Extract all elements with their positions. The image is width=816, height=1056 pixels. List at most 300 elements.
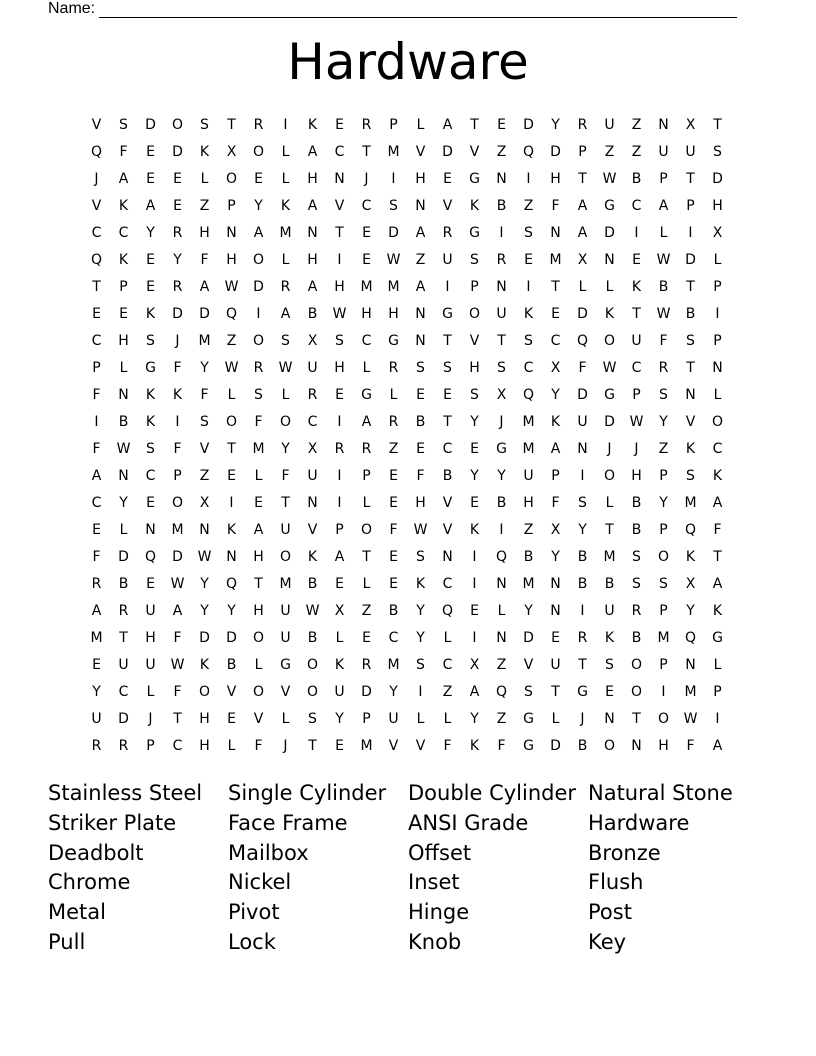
grid-letter: Y [119, 494, 128, 511]
grid-row [83, 570, 731, 597]
grid-letter: E [389, 467, 398, 484]
grid-letter: B [523, 548, 534, 565]
grid-letter: E [470, 494, 479, 511]
grid-letter: Q [225, 575, 238, 592]
grid-letter: Y [335, 710, 344, 727]
grid-letter: Q [495, 548, 508, 565]
grid-letter: S [470, 386, 479, 403]
grid-letter: J [580, 710, 585, 727]
grid-letter: P [119, 278, 128, 295]
grid-letter: E [362, 629, 371, 646]
grid-letter: T [281, 494, 290, 511]
grid-letter: J [607, 440, 612, 457]
grid-letter: L [119, 359, 128, 376]
grid-letter: S [416, 656, 425, 673]
grid-letter: Z [523, 521, 534, 538]
grid-letter: S [470, 251, 479, 268]
grid-letter: H [253, 602, 264, 619]
grid-letter: U [145, 602, 156, 619]
grid-letter: I [580, 602, 585, 619]
grid-letter: C [361, 332, 372, 349]
grid-letter: U [442, 251, 453, 268]
grid-row [83, 732, 731, 759]
word-bank-item: Offset [408, 840, 472, 865]
grid-letter: H [199, 224, 210, 241]
grid-letter: R [631, 602, 642, 619]
word-bank-item: Double Cylinder [408, 781, 577, 805]
grid-letter: F [92, 386, 101, 403]
grid-letter: P [659, 467, 668, 484]
grid-row [83, 246, 731, 273]
grid-letter: K [199, 656, 210, 673]
grid-letter: N [550, 602, 561, 619]
grid-letter: T [605, 521, 614, 538]
grid-letter: M [90, 629, 103, 646]
grid-letter: A [253, 521, 264, 538]
grid-letter: S [524, 224, 533, 241]
grid-letter: F [497, 737, 506, 754]
grid-letter: A [550, 440, 561, 457]
grid-letter: S [497, 359, 506, 376]
grid-letter: X [334, 602, 345, 619]
grid-letter: Y [551, 548, 560, 565]
grid-letter: R [388, 359, 399, 376]
grid-row [83, 192, 731, 219]
grid-letter: A [172, 602, 183, 619]
grid-letter: D [685, 251, 696, 268]
grid-letter: M [684, 683, 697, 700]
grid-letter: K [172, 386, 183, 403]
grid-letter: P [659, 656, 668, 673]
grid-letter: E [92, 521, 101, 538]
name-field [48, 0, 737, 18]
grid-letter: I [472, 575, 477, 592]
grid-letter: P [362, 710, 371, 727]
grid-letter: L [227, 737, 236, 754]
grid-letter: E [146, 251, 155, 268]
grid-letter: I [229, 494, 234, 511]
grid-letter: O [252, 683, 265, 700]
grid-letter: I [337, 494, 342, 511]
grid-letter: E [254, 170, 263, 187]
grid-letter: K [334, 656, 345, 673]
grid-letter: F [254, 413, 263, 430]
grid-letter: O [225, 413, 238, 430]
grid-letter: V [226, 683, 237, 700]
grid-letter: F [173, 440, 182, 457]
grid-letter: B [496, 494, 507, 511]
grid-letter: K [550, 413, 561, 430]
grid-letter: R [361, 440, 372, 457]
grid-row [83, 300, 731, 327]
grid-letter: U [631, 332, 642, 349]
grid-letter: M [387, 278, 400, 295]
grid-letter: K [469, 737, 480, 754]
grid-letter: W [413, 521, 428, 538]
grid-letter: M [603, 548, 616, 565]
grid-letter: Y [686, 602, 695, 619]
grid-letter: B [631, 494, 642, 511]
grid-letter: V [388, 737, 399, 754]
grid-letter: A [118, 170, 129, 187]
word-bank-item: Knob [408, 929, 462, 954]
grid-letter: M [279, 224, 292, 241]
grid-letter: H [307, 170, 318, 187]
grid-letter: Y [146, 224, 155, 241]
grid-letter: B [388, 602, 399, 619]
grid-letter: Q [522, 143, 535, 160]
grid-letter: O [711, 413, 724, 430]
grid-letter: J [94, 170, 99, 187]
grid-letter: L [605, 494, 614, 511]
grid-letter: L [389, 386, 398, 403]
grid-letter: I [94, 413, 99, 430]
grid-letter: I [391, 170, 396, 187]
grid-letter: K [199, 143, 210, 160]
grid-letter: D [523, 116, 534, 133]
grid-letter: E [227, 467, 236, 484]
grid-letter: R [388, 413, 399, 430]
grid-letter: E [551, 629, 560, 646]
grid-letter: G [361, 386, 372, 403]
grid-letter: D [145, 116, 156, 133]
grid-letter: B [631, 170, 642, 187]
grid-letter: M [522, 575, 535, 592]
grid-letter: F [173, 683, 182, 700]
grid-letter: M [360, 737, 373, 754]
grid-letter: W [170, 656, 185, 673]
grid-letter: I [499, 521, 504, 538]
grid-letter: P [578, 143, 587, 160]
grid-letter: A [199, 278, 210, 295]
grid-letter: C [91, 332, 102, 349]
grid-letter: S [335, 332, 344, 349]
grid-letter: K [469, 521, 480, 538]
grid-letter: K [280, 197, 291, 214]
grid-row [83, 354, 731, 381]
grid-letter: B [577, 737, 588, 754]
grid-letter: P [632, 386, 641, 403]
grid-letter: P [551, 467, 560, 484]
grid-letter: S [200, 116, 209, 133]
grid-letter: G [712, 629, 723, 646]
grid-letter: G [442, 305, 453, 322]
grid-letter: W [629, 413, 644, 430]
word-bank-item: Face Frame [228, 810, 348, 835]
grid-letter: A [577, 197, 588, 214]
grid-letter: G [469, 170, 480, 187]
grid-letter: D [712, 170, 723, 187]
grid-letter: A [712, 737, 723, 754]
grid-letter: R [361, 116, 372, 133]
grid-letter: O [252, 251, 265, 268]
grid-letter: I [526, 278, 531, 295]
grid-letter: N [118, 467, 129, 484]
grid-letter: K [307, 116, 318, 133]
grid-letter: U [523, 467, 534, 484]
grid-letter: A [145, 197, 156, 214]
grid-letter: L [605, 278, 614, 295]
grid-letter: D [118, 548, 129, 565]
grid-letter: I [688, 224, 693, 241]
grid-letter: A [307, 197, 318, 214]
grid-letter: M [387, 656, 400, 673]
grid-letter: B [604, 575, 615, 592]
grid-letter: L [659, 224, 668, 241]
grid-letter: E [92, 305, 101, 322]
grid-letter: S [416, 359, 425, 376]
grid-letter: I [445, 278, 450, 295]
grid-letter: O [171, 494, 184, 511]
grid-letter: R [118, 602, 129, 619]
grid-letter: K [712, 602, 723, 619]
grid-letter: J [364, 170, 369, 187]
grid-letter: R [496, 251, 507, 268]
grid-letter: O [252, 629, 265, 646]
grid-letter: N [307, 224, 318, 241]
word-bank-item: Bronze [588, 840, 661, 865]
grid-letter: F [551, 494, 560, 511]
grid-letter: A [307, 143, 318, 160]
grid-letter: E [362, 224, 371, 241]
grid-letter: W [224, 359, 239, 376]
grid-letter: T [335, 224, 344, 241]
grid-letter: S [686, 467, 695, 484]
grid-letter: A [658, 197, 669, 214]
grid-letter: U [334, 683, 345, 700]
grid-letter: I [472, 629, 477, 646]
grid-letter: E [389, 548, 398, 565]
word-bank-item: Lock [228, 929, 276, 954]
grid-letter: E [173, 170, 182, 187]
grid-letter: E [146, 170, 155, 187]
grid-letter: X [550, 359, 561, 376]
grid-letter: F [578, 359, 587, 376]
grid-letter: K [631, 278, 642, 295]
grid-letter: D [361, 683, 372, 700]
grid-letter: X [577, 251, 588, 268]
grid-letter: V [280, 683, 291, 700]
grid-letter: V [415, 737, 426, 754]
grid-letter: S [524, 683, 533, 700]
grid-row [83, 165, 731, 192]
grid-letter: E [92, 656, 101, 673]
grid-letter: T [470, 116, 479, 133]
grid-letter: Q [90, 143, 103, 160]
grid-letter: C [172, 737, 183, 754]
grid-letter: I [499, 224, 504, 241]
grid-letter: I [472, 548, 477, 565]
grid-letter: H [361, 305, 372, 322]
grid-letter: W [170, 575, 185, 592]
grid-letter: E [173, 197, 182, 214]
grid-letter: E [254, 494, 263, 511]
grid-letter: A [415, 278, 426, 295]
grid-letter: E [227, 710, 236, 727]
grid-letter: A [361, 413, 372, 430]
grid-letter: I [634, 224, 639, 241]
grid-letter: E [146, 143, 155, 160]
word-bank-item: Inset [408, 870, 460, 895]
grid-letter: A [253, 224, 264, 241]
grid-letter: N [118, 386, 129, 403]
grid-letter: E [524, 251, 533, 268]
grid-letter: C [442, 656, 453, 673]
grid-letter: G [523, 710, 534, 727]
grid-letter: Q [684, 521, 697, 538]
grid-letter: V [523, 656, 534, 673]
grid-letter: H [523, 494, 534, 511]
grid-letter: S [200, 413, 209, 430]
grid-letter: H [658, 737, 669, 754]
grid-letter: A [469, 683, 480, 700]
grid-letter: L [335, 629, 344, 646]
grid-letter: T [92, 278, 101, 295]
grid-letter: Z [199, 197, 210, 214]
grid-letter: W [386, 251, 401, 268]
grid-letter: W [197, 548, 212, 565]
grid-letter: O [279, 413, 292, 430]
grid-letter: U [280, 629, 291, 646]
grid-letter: N [307, 494, 318, 511]
grid-letter: O [657, 548, 670, 565]
grid-letter: T [713, 548, 722, 565]
grid-letter: F [119, 143, 128, 160]
grid-letter: H [334, 278, 345, 295]
page-title: Hardware [287, 33, 529, 91]
grid-letter: T [308, 737, 317, 754]
grid-letter: N [604, 710, 615, 727]
grid-row [83, 705, 731, 732]
grid-letter: T [551, 683, 560, 700]
grid-letter: Z [523, 197, 534, 214]
grid-letter: B [226, 656, 237, 673]
grid-letter: B [415, 413, 426, 430]
grid-letter: W [224, 278, 239, 295]
word-search-grid [83, 111, 731, 759]
grid-letter: D [604, 413, 615, 430]
grid-letter: R [253, 359, 264, 376]
grid-letter: A [577, 224, 588, 241]
grid-letter: O [468, 305, 481, 322]
grid-letter: N [631, 737, 642, 754]
grid-letter: Z [658, 440, 669, 457]
grid-letter: B [118, 413, 129, 430]
grid-letter: F [173, 359, 182, 376]
grid-letter: L [362, 575, 371, 592]
grid-letter: P [389, 116, 398, 133]
grid-letter: O [171, 116, 184, 133]
grid-letter: N [226, 548, 237, 565]
grid-letter: Q [522, 386, 535, 403]
grid-letter: S [146, 332, 155, 349]
grid-letter: N [712, 359, 723, 376]
grid-letter: G [604, 386, 615, 403]
grid-letter: L [200, 170, 209, 187]
grid-letter: S [281, 332, 290, 349]
grid-letter: D [388, 224, 399, 241]
grid-letter: A [280, 305, 291, 322]
grid-letter: V [442, 197, 453, 214]
grid-letter: H [415, 170, 426, 187]
grid-letter: M [657, 629, 670, 646]
grid-letter: C [442, 440, 453, 457]
grid-letter: L [362, 494, 371, 511]
grid-letter: Z [199, 467, 210, 484]
grid-letter: V [415, 143, 426, 160]
grid-letter: K [145, 386, 156, 403]
grid-letter: P [173, 467, 182, 484]
grid-letter: N [577, 440, 588, 457]
grid-letter: U [496, 305, 507, 322]
grid-letter: U [280, 602, 291, 619]
grid-letter: P [659, 602, 668, 619]
grid-letter: Y [416, 629, 425, 646]
grid-letter: S [686, 332, 695, 349]
grid-letter: T [686, 278, 695, 295]
grid-letter: E [470, 440, 479, 457]
grid-letter: V [199, 440, 210, 457]
grid-letter: E [146, 494, 155, 511]
grid-letter: L [362, 359, 371, 376]
grid-letter: I [580, 467, 585, 484]
word-bank-item: Key [588, 929, 627, 954]
grid-letter: K [118, 197, 129, 214]
grid-letter: E [335, 116, 344, 133]
grid-letter: B [442, 467, 453, 484]
grid-letter: M [522, 413, 535, 430]
grid-letter: L [416, 116, 425, 133]
grid-letter: O [198, 683, 211, 700]
grid-letter: E [389, 494, 398, 511]
name-underline[interactable] [99, 3, 737, 18]
grid-letter: R [172, 278, 183, 295]
grid-letter: E [632, 251, 641, 268]
grid-letter: Q [684, 629, 697, 646]
grid-row [83, 273, 731, 300]
grid-letter: G [604, 197, 615, 214]
grid-row [83, 489, 731, 516]
grid-letter: B [631, 521, 642, 538]
grid-letter: O [225, 170, 238, 187]
grid-letter: A [307, 278, 318, 295]
grid-letter: H [307, 251, 318, 268]
grid-letter: Z [604, 143, 615, 160]
grid-letter: N [145, 521, 156, 538]
grid-letter: E [335, 575, 344, 592]
name-label: Name: [48, 0, 96, 17]
grid-letter: R [361, 656, 372, 673]
grid-letter: E [362, 251, 371, 268]
grid-letter: T [362, 143, 371, 160]
grid-letter: E [146, 575, 155, 592]
grid-letter: H [253, 548, 264, 565]
grid-letter: D [577, 386, 588, 403]
grid-letter: P [227, 197, 236, 214]
grid-letter: E [416, 440, 425, 457]
grid-letter: C [523, 359, 534, 376]
grid-letter: Z [631, 116, 642, 133]
grid-letter: C [145, 467, 156, 484]
grid-row [83, 516, 731, 543]
grid-letter: L [578, 278, 587, 295]
grid-letter: J [634, 440, 639, 457]
grid-letter: O [279, 548, 292, 565]
grid-letter: B [118, 575, 129, 592]
grid-letter: E [443, 386, 452, 403]
grid-letter: V [469, 332, 480, 349]
grid-letter: Y [578, 521, 587, 538]
